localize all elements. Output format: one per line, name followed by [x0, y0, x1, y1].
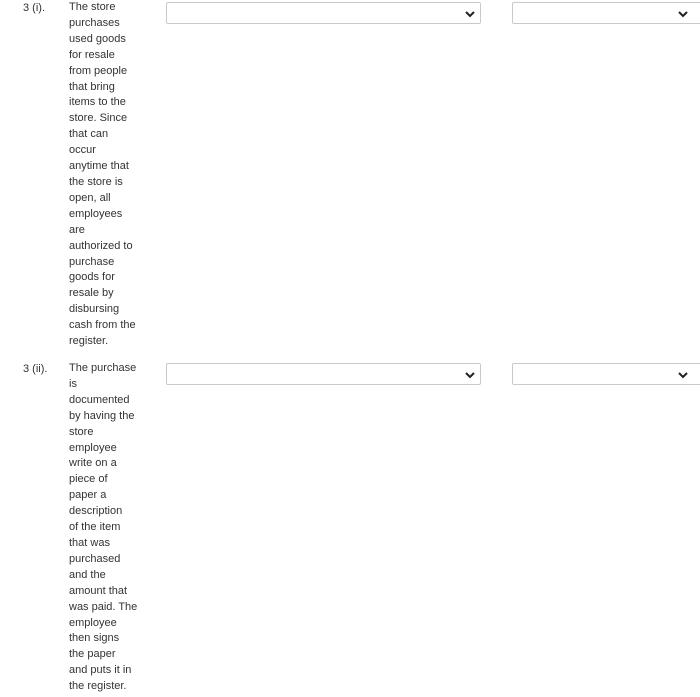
- chevron-down-icon: [677, 369, 689, 381]
- chevron-down-icon: [464, 369, 476, 381]
- answer-select-2[interactable]: [512, 2, 700, 24]
- chevron-down-icon: [464, 8, 476, 20]
- answer-select-1[interactable]: [166, 2, 481, 24]
- question-number: 3 (i).: [23, 2, 45, 14]
- answer-select-2[interactable]: [512, 363, 700, 385]
- question-description: The purchase is documented by having the store employee write on a piece of paper a description of the item that was purchased and the amount that was paid. The employee then signs the paper and puts it in the register.: [69, 362, 138, 693]
- question-number: 3 (ii).: [23, 363, 48, 375]
- chevron-down-icon: [677, 8, 689, 20]
- answer-select-1[interactable]: [166, 363, 481, 385]
- question-description: The store purchases used goods for resale from people that bring items to the store. Since that can occur anytime that the store is open, all employees are authorized to purchase goods for resale by disbursing cash from the register.: [69, 1, 136, 348]
- question-row-3-ii: [0, 361, 700, 697]
